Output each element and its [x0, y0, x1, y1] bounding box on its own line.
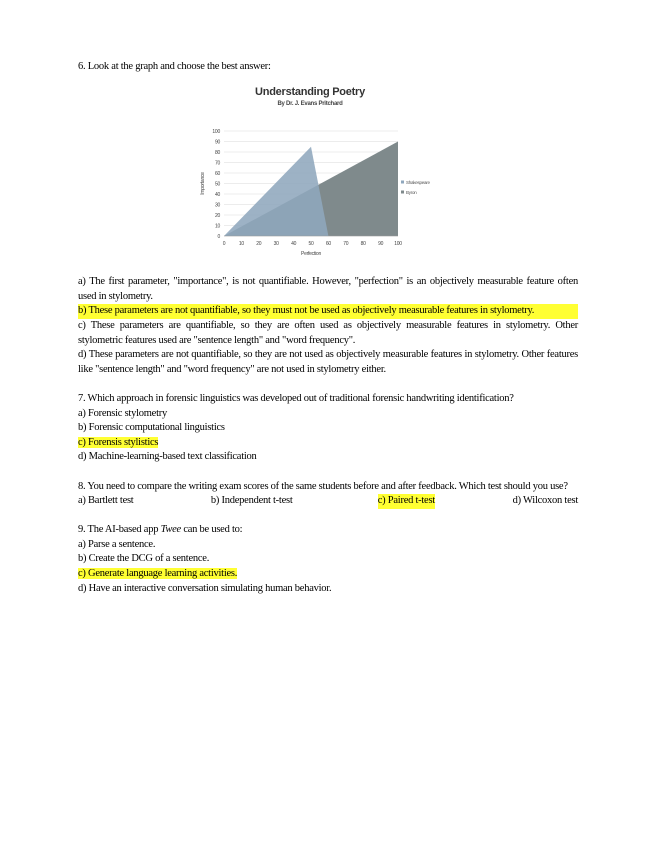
- legend-label: Shakespeare: [406, 179, 430, 185]
- y-tick-label: 20: [214, 212, 220, 219]
- x-tick-label: 30: [273, 240, 279, 247]
- x-tick-label: 40: [291, 240, 297, 247]
- q6-option-a: a) The first parameter, "importance", is not quantifiable. However, "perfection" is an objectively measurable feature often used in stylometry.: [78, 276, 578, 302]
- q6-stem: 6. Look at the graph and choose the best answer:: [78, 61, 271, 72]
- chart-svg: [194, 81, 430, 261]
- chart-subtitle: By Dr. J. Evans Pritchard: [277, 100, 343, 107]
- y-tick-label: 50: [214, 181, 220, 188]
- q8-option-d: d) Wilcoxon test: [512, 495, 578, 507]
- x-tick-label: 50: [308, 240, 314, 247]
- q9-option-a: a) Parse a sentence.: [78, 538, 156, 550]
- y-tick-label: 70: [214, 160, 220, 167]
- q7-option-c: c) Forensis stylistics: [78, 436, 159, 448]
- q7-option-a: a) Forensic stylometry: [78, 407, 167, 419]
- y-tick-label: 0: [217, 233, 220, 240]
- q9-option-d: d) Have an interactive conversation simulating human behavior.: [78, 582, 332, 594]
- x-tick-label: 60: [325, 240, 331, 247]
- document-page: [78, 60, 578, 596]
- x-tick-label: 70: [343, 240, 349, 247]
- y-tick-label: 10: [214, 223, 220, 230]
- q6-option-c: c) These parameters are quantifiable, so they are often used as objectively measurable features in stylometry. Other stylometric features used are "sentence length" and "word frequency".: [78, 319, 578, 346]
- series-area-shakespeare: [224, 146, 328, 235]
- x-tick-label: 10: [238, 240, 244, 247]
- q9-option-b: b) Create the DCG of a sentence.: [78, 553, 210, 565]
- q7-option-b: b) Forensic computational linguistics: [78, 422, 225, 434]
- y-tick-label: 30: [214, 202, 220, 209]
- y-tick-label: 60: [214, 170, 220, 177]
- x-tick-label: 20: [256, 240, 262, 247]
- q8-option-c: c) Paired t-test: [378, 494, 435, 509]
- q8-options: [78, 494, 578, 509]
- q8-option-a: a) Bartlett test: [78, 495, 134, 507]
- y-tick-label: 80: [214, 149, 220, 156]
- poetry-chart: [194, 81, 430, 261]
- x-axis-label: Perfection: [300, 250, 322, 257]
- legend-label: Byron: [406, 189, 417, 195]
- x-tick-label: 90: [378, 240, 384, 247]
- y-tick-label: 100: [212, 128, 220, 135]
- q9-option-c: c) Generate language learning activities.: [78, 568, 238, 580]
- q9-stem: 9. The AI-based app Twee can be used to:: [78, 524, 243, 536]
- x-tick-label: 100: [394, 240, 402, 247]
- q6-option-b: b) These parameters are not quantifiable, so they must not be used as objectively measurable features in stylometry.: [78, 304, 578, 319]
- q7-stem: 7. Which approach in forensic linguistics was developed out of traditional forensic handwriting identification?: [78, 392, 514, 404]
- q8-stem: 8. You need to compare the writing exam scores of the same students before and after feedback. Which test should you use?: [78, 480, 568, 492]
- legend-swatch: [401, 180, 404, 183]
- chart-title: Understanding Poetry: [255, 85, 365, 98]
- legend-swatch: [401, 190, 404, 193]
- x-tick-label: 0: [222, 240, 226, 247]
- q6-option-d: d) These parameters are not quantifiable, so they are not used as objectively measurable features in stylometry. Other features like "sentence length" and "word frequency" are not used in stylometry either.: [78, 349, 579, 375]
- y-tick-label: 90: [214, 139, 220, 146]
- y-axis-label: Importance: [200, 171, 206, 195]
- q8-option-b: b) Independent t-test: [210, 495, 293, 507]
- q7-option-d: d) Machine-learning-based text classification: [78, 451, 257, 463]
- y-tick-label: 40: [214, 191, 220, 198]
- x-tick-label: 80: [360, 240, 366, 247]
